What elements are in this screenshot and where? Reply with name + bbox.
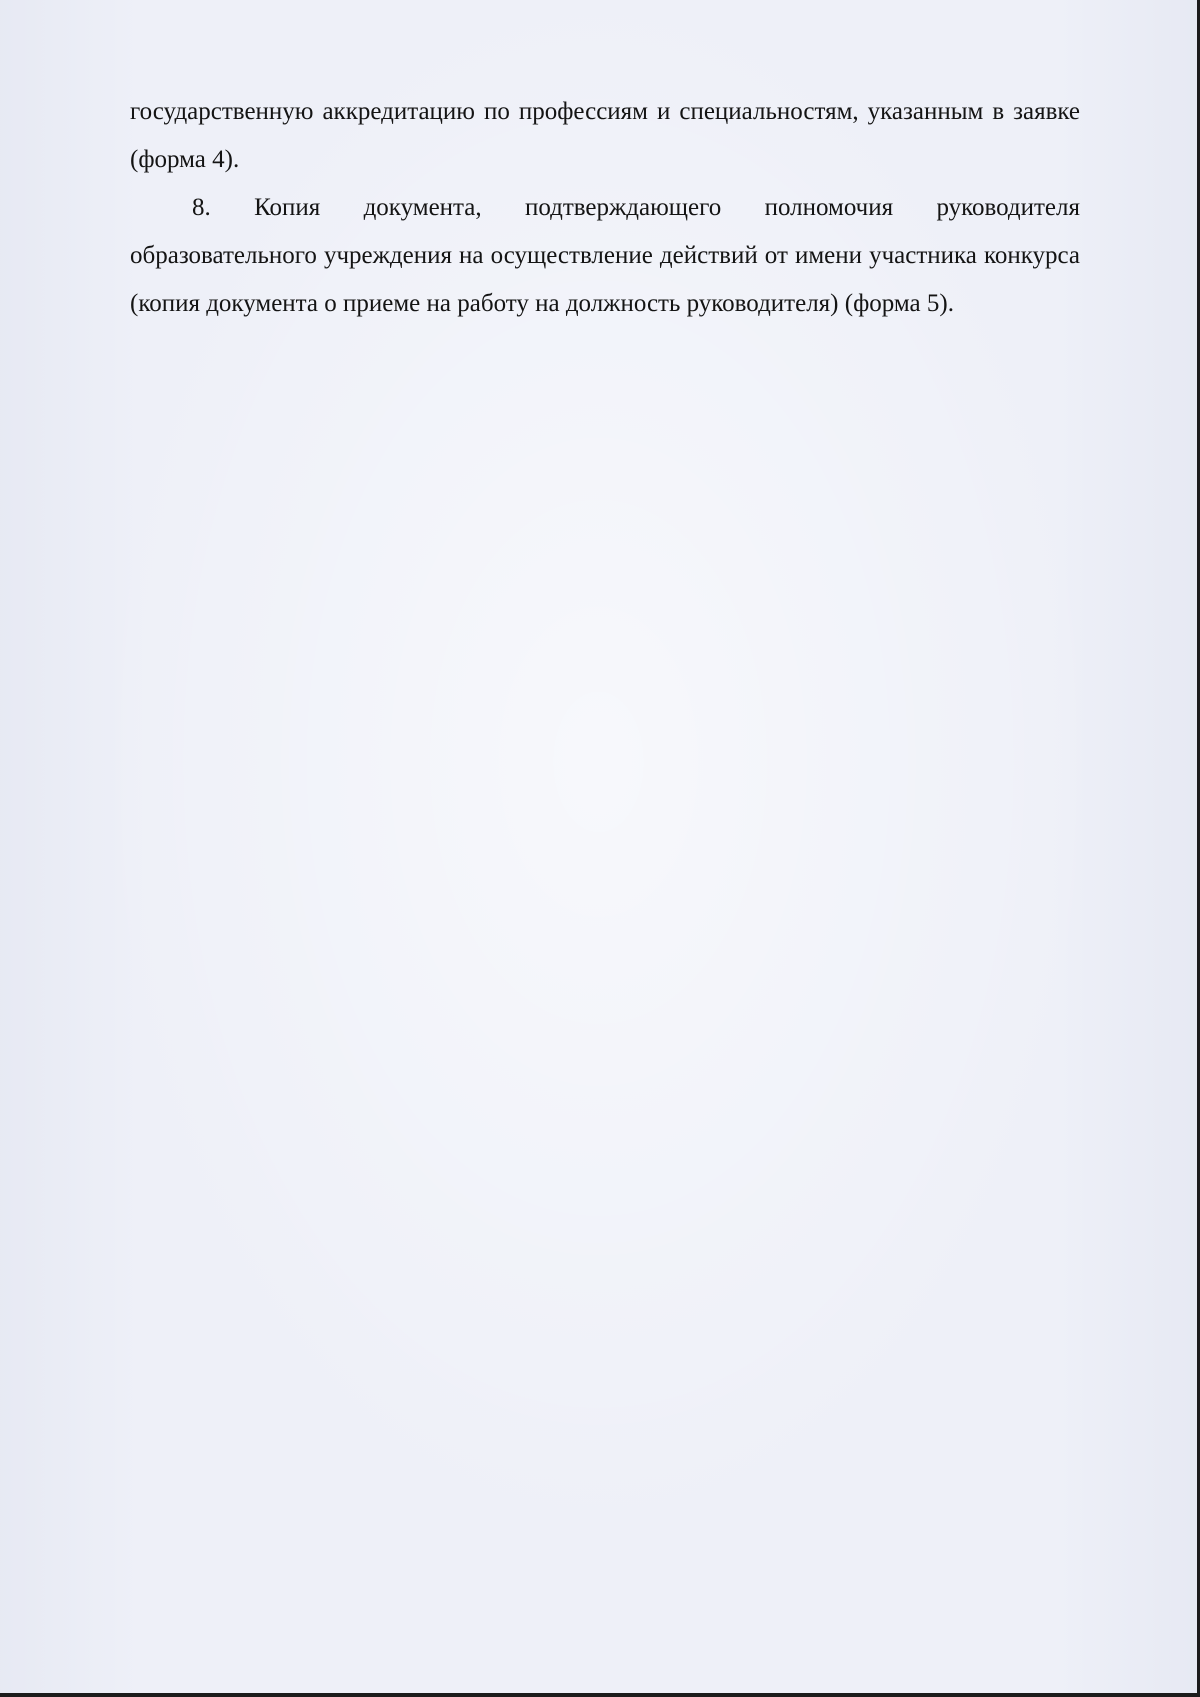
paragraph-continuation: государственную аккредитацию по профессиям и специальностям, указанным в заявке (форма 4). bbox=[130, 98, 1080, 173]
document-body bbox=[130, 88, 1080, 328]
paragraph-item-8: 8. Копия документа, подтверждающего полномочия руководителя образовательного учреждения на осуществление действий от имени участника конкурса (копия документа о приеме на работу на должность руководителя) (форма 5). bbox=[130, 194, 1080, 317]
